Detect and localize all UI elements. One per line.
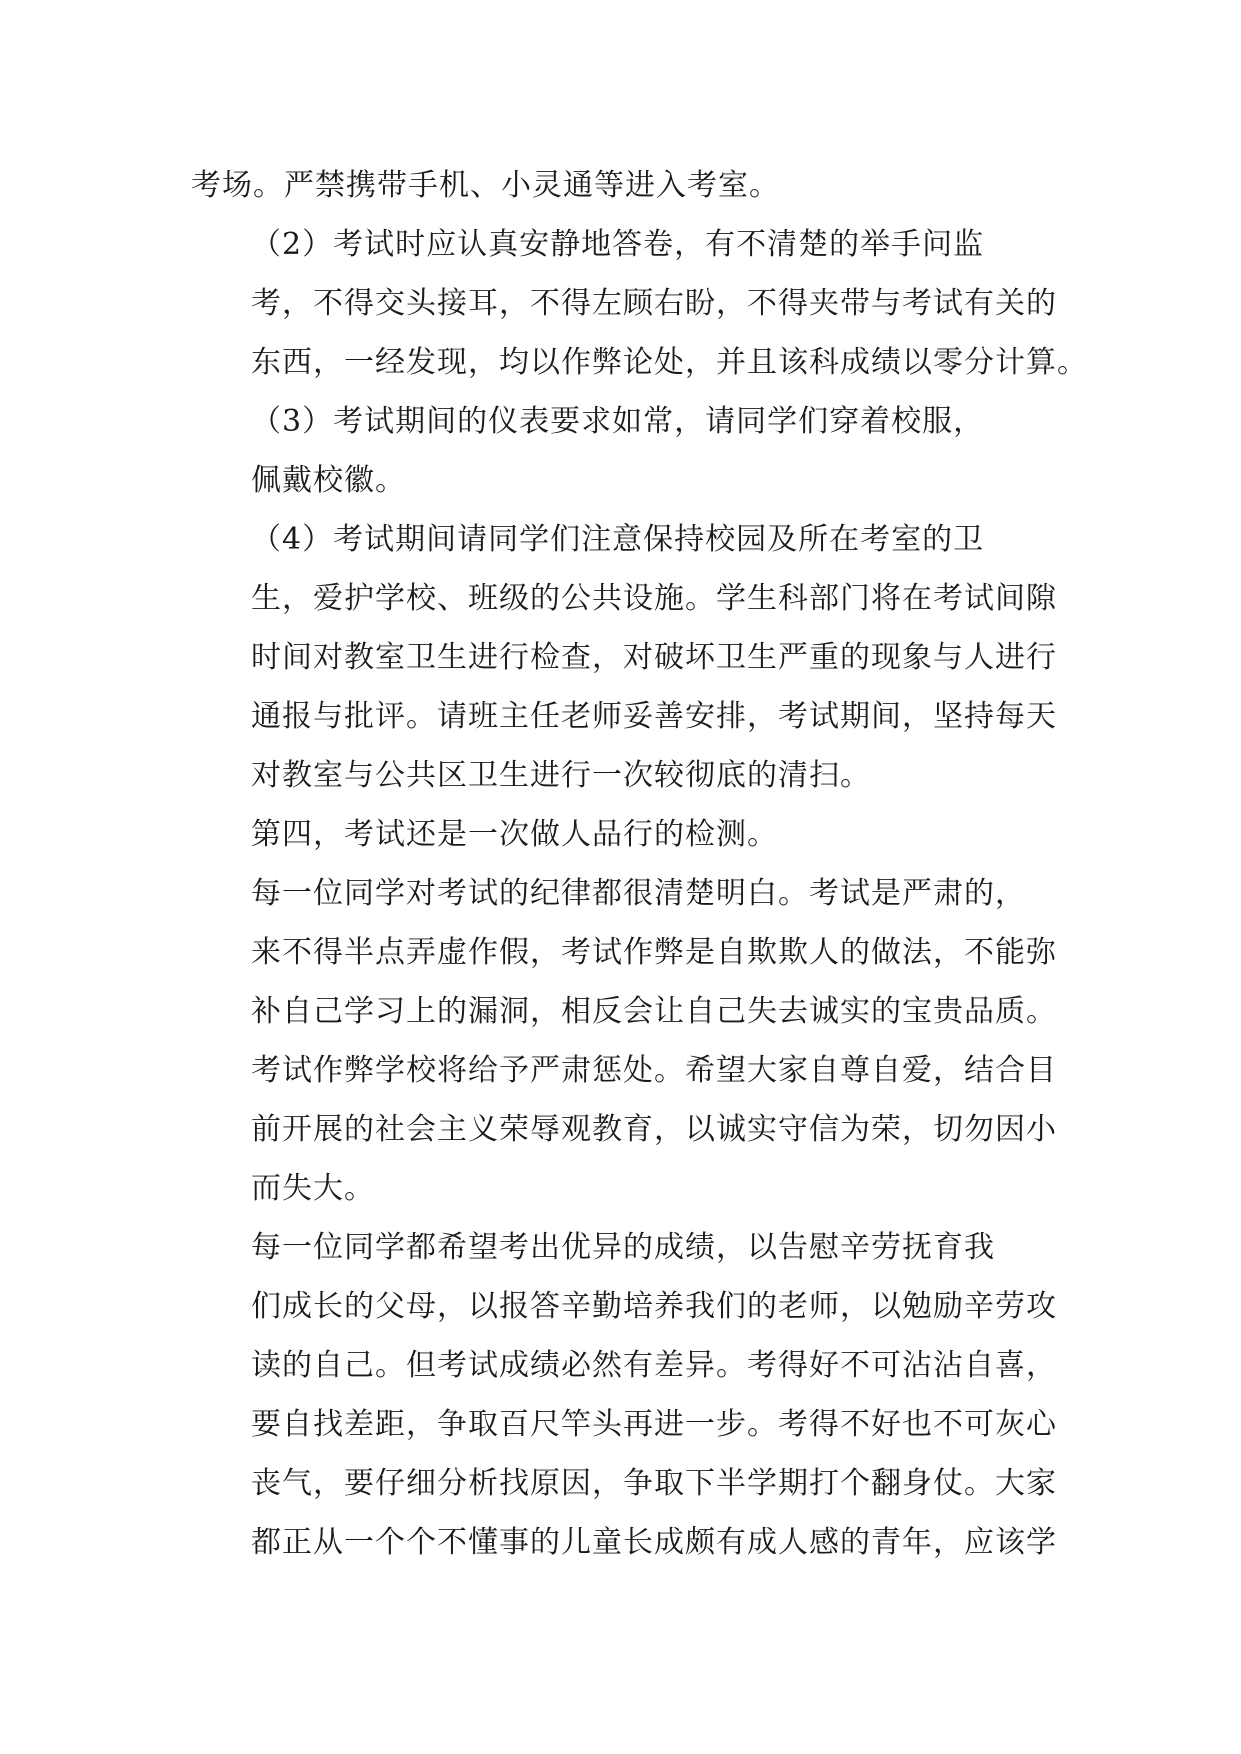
text-line: 东西，一经发现，均以作弊论处，并且该科成绩以零分计算。 [251,345,1088,380]
text-line: 考试作弊学校将给予严肃惩处。希望大家自尊自爱，结合目 [251,1053,1057,1088]
text-line: 对教室与公共区卫生进行一次较彻底的清扫。 [251,758,871,793]
text-line: 丧气，要仔细分析找原因，争取下半学期打个翻身仗。大家 [251,1466,1057,1501]
text-line: 们成长的父母，以报答辛勤培养我们的老师，以勉励辛劳攻 [251,1289,1057,1324]
paragraph-6 [191,864,1057,1218]
text-line: （4）考试期间请同学们注意保持校园及所在考室的卫 [251,522,985,557]
paragraph-4 [191,510,1057,805]
text-line: 每一位同学对考试的纪律都很清楚明白。考试是严肃的， [251,876,1026,911]
text-line: 佩戴校徽。 [251,463,406,498]
text-line: 时间对教室卫生进行检查，对破坏卫生严重的现象与人进行 [251,640,1057,675]
paragraph-1 [191,156,1051,215]
text-line: 都正从一个个不懂事的儿童长成颇有成人感的青年，应该学 [251,1525,1057,1560]
text-line: 通报与批评。请班主任老师妥善安排，考试期间，坚持每天 [251,699,1057,734]
text-line: 而失大。 [251,1171,375,1206]
paragraph-7 [191,1218,1057,1572]
text-line: 考场。严禁携带手机、小灵通等进入考室。 [191,168,780,203]
text-line: 来不得半点弄虚作假，考试作弊是自欺欺人的做法，不能弥 [251,935,1057,970]
paragraph-3 [191,392,1051,510]
text-line: 每一位同学都希望考出优异的成绩，以告慰辛劳抚育我 [251,1230,995,1265]
text-line: 前开展的社会主义荣辱观教育，以诚实守信为荣，切勿因小 [251,1112,1057,1147]
text-line: 读的自己。但考试成绩必然有差异。考得好不可沾沾自喜， [251,1348,1057,1383]
paragraph-5 [191,805,1051,864]
text-line: 第四，考试还是一次做人品行的检测。 [251,817,778,852]
document-body [191,156,1088,1572]
text-line: 补自己学习上的漏洞，相反会让自己失去诚实的宝贵品质。 [251,994,1057,1029]
text-line: 生，爱护学校、班级的公共设施。学生科部门将在考试间隙 [251,581,1057,616]
text-line: 要自找差距，争取百尺竿头再进一步。考得不好也不可灰心 [251,1407,1057,1442]
text-line: 考，不得交头接耳，不得左顾右盼，不得夹带与考试有关的 [251,286,1057,321]
text-line: （2）考试时应认真安静地答卷，有不清楚的举手问监 [251,227,985,262]
paragraph-2 [191,215,1088,392]
text-line: （3）考试期间的仪表要求如常，请同学们穿着校服， [251,404,985,439]
